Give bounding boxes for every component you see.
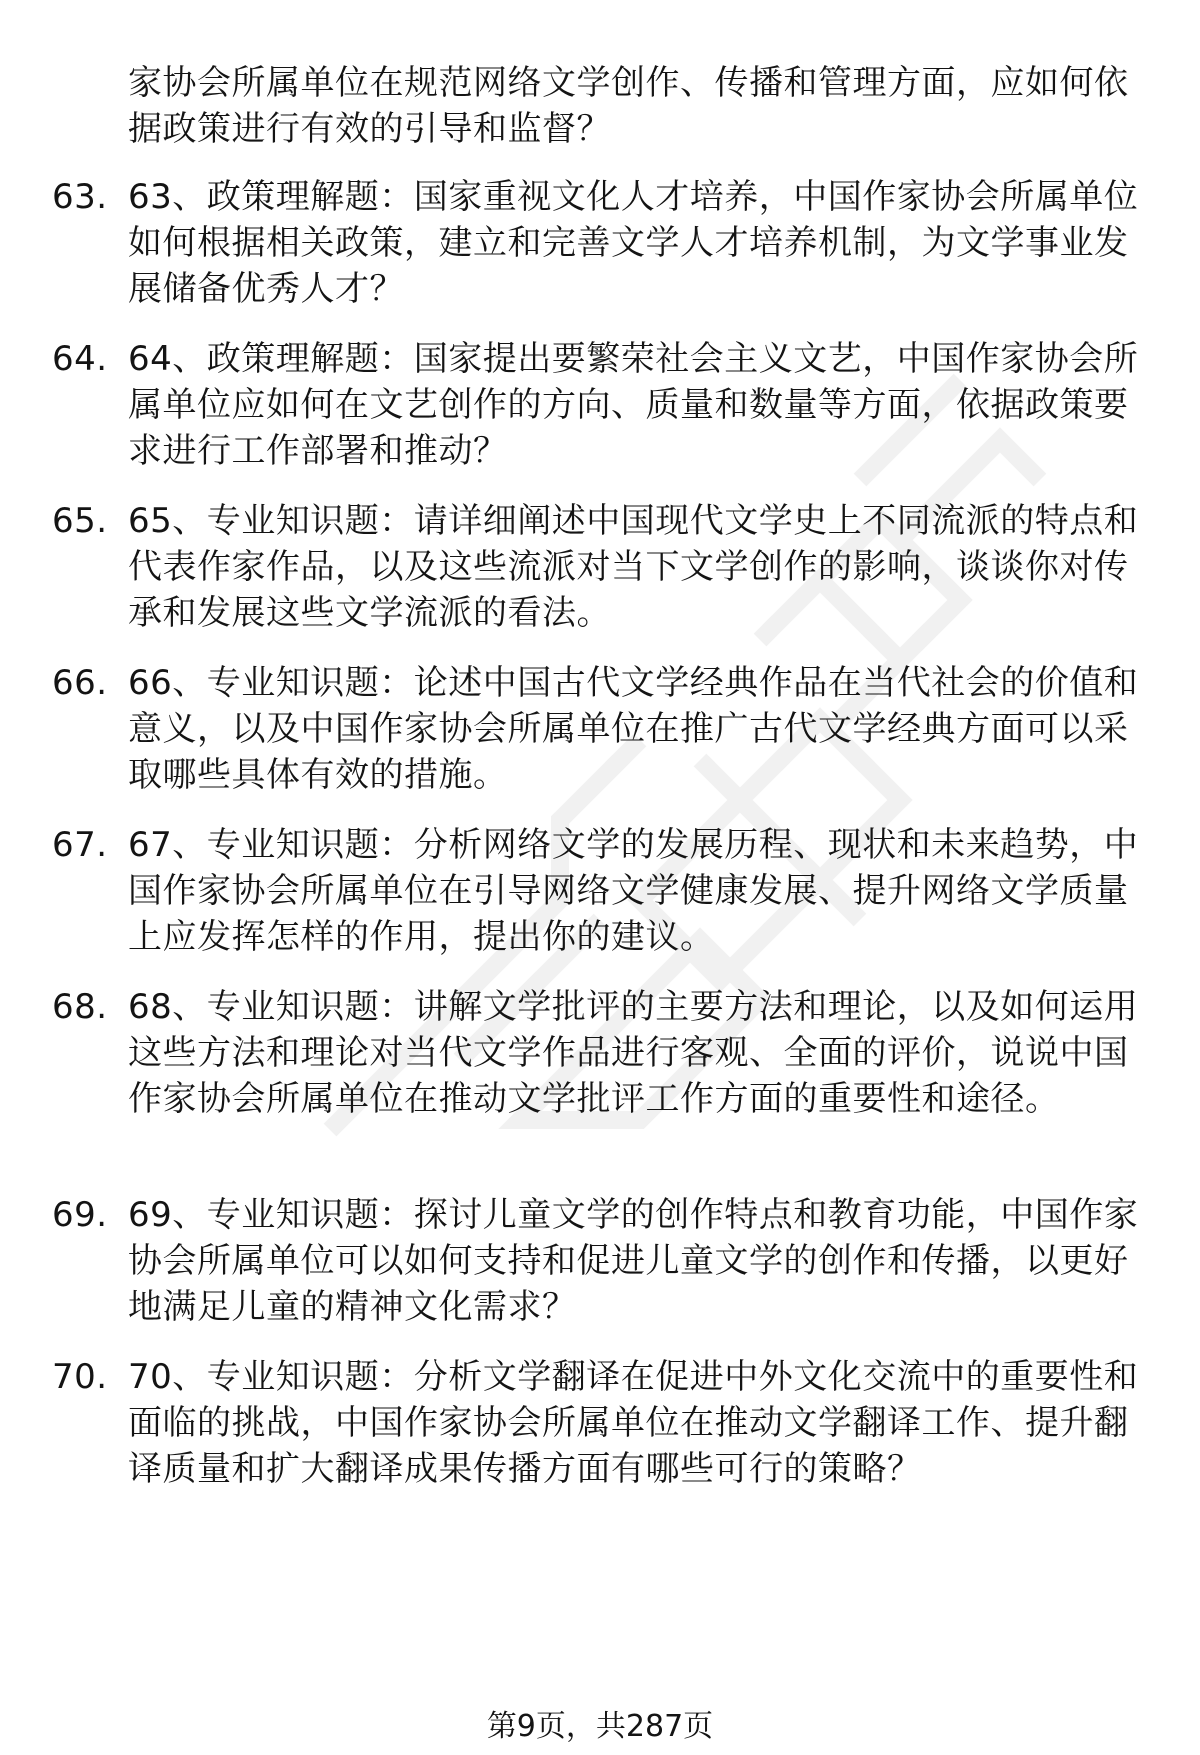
continuation-paragraph: 家协会所属单位在规范网络文学创作、传播和管理方面，应如何依据政策进行有效的引导和监督？ xyxy=(128,63,1129,149)
page-footer: 第9页，共287页 xyxy=(486,1709,714,1744)
item-text: 70、专业知识题：分析文学翻译在促进中外文化交流中的重要性和面临的挑战，中国作家协会所属单位在推动文学翻译工作、提升翻译质量和扩大翻译成果传播方面有哪些可行的策略？ xyxy=(128,1357,1139,1489)
item-text: 64、政策理解题：国家提出要繁荣社会主义文艺，中国作家协会所属单位应如何在文艺创作的方向、质量和数量等方面，依据政策要求进行工作部署和推动？ xyxy=(128,339,1139,471)
item-number: 64. xyxy=(52,339,108,379)
item-number: 63. xyxy=(52,177,108,217)
item-text: 69、专业知识题：探讨儿童文学的创作特点和教育功能，中国作家协会所属单位可以如何支持和促进儿童文学的创作和传播，以更好地满足儿童的精神文化需求？ xyxy=(128,1195,1139,1327)
item-text: 65、专业知识题：请详细阐述中国现代文学史上不同流派的特点和代表作家作品，以及这些流派对当下文学创作的影响，谈谈你对传承和发展这些文学流派的看法。 xyxy=(128,501,1139,633)
item-text: 63、政策理解题：国家重视文化人才培养，中国作家协会所属单位如何根据相关政策，建立和完善文学人才培养机制，为文学事业发展储备优秀人才？ xyxy=(128,177,1139,309)
item-text: 68、专业知识题：讲解文学批评的主要方法和理论，以及如何运用这些方法和理论对当代文学作品进行客观、全面的评价，说说中国作家协会所属单位在推动文学批评工作方面的重要性和途径。 xyxy=(128,987,1139,1119)
item-text: 67、专业知识题：分析网络文学的发展历程、现状和未来趋势，中国作家协会所属单位在引导网络文学健康发展、提升网络文学质量上应发挥怎样的作用，提出你的建议。 xyxy=(128,825,1139,957)
item-number: 69. xyxy=(52,1195,108,1235)
item-number: 68. xyxy=(52,987,108,1027)
item-number: 70. xyxy=(52,1357,108,1397)
item-number: 67. xyxy=(52,825,108,865)
item-text: 66、专业知识题：论述中国古代文学经典作品在当代社会的价值和意义，以及中国作家协会所属单位在推广古代文学经典方面可以采取哪些具体有效的措施。 xyxy=(128,663,1139,795)
item-number: 66. xyxy=(52,663,108,703)
item-number: 65. xyxy=(52,501,108,541)
